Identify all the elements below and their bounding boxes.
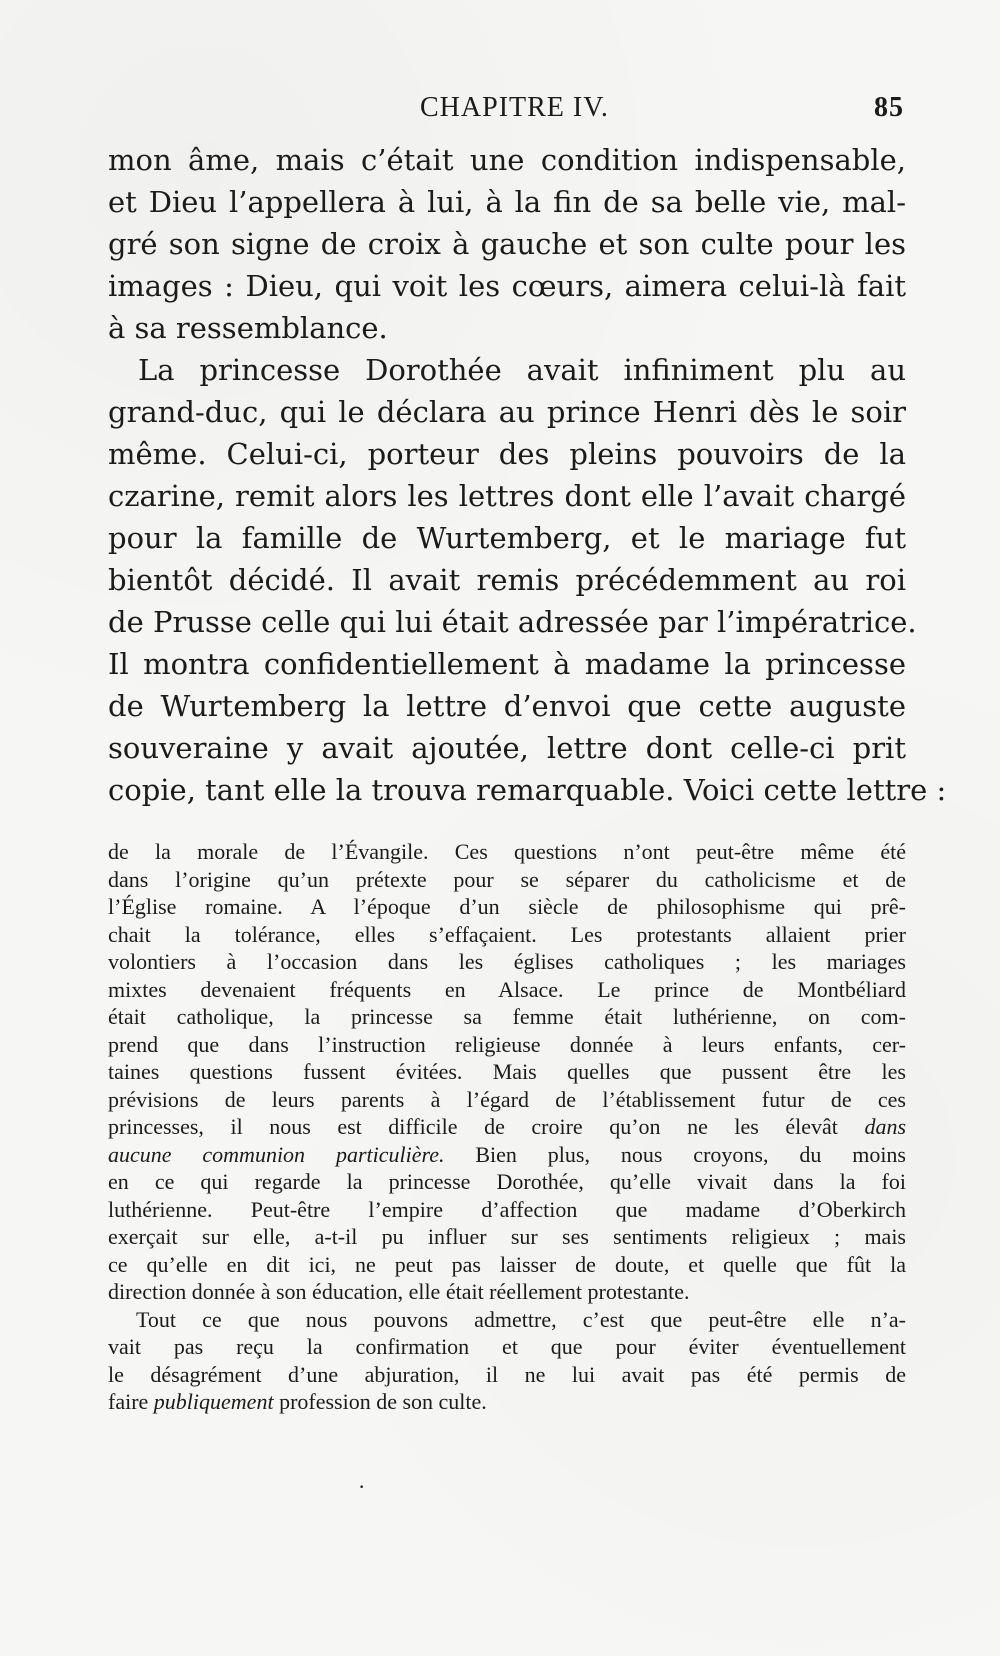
footnote-line: taines questions fussent évitées. Mais quelles que pussent être les — [108, 1059, 906, 1084]
text-line: bientôt décidé. Il avait remis précédemment au roi — [108, 563, 906, 597]
footnote-line: l’Église romaine. A l’époque d’un siècle de philosophisme qui prê- — [108, 894, 906, 919]
footnote-line: ce qu’elle en dit ici, ne peut pas laisser de doute, et quelle que fût la — [108, 1251, 906, 1277]
footnote-line: direction donnée à son éducation, elle était réellement protestante. — [108, 1279, 690, 1304]
footnote-line — [108, 1113, 906, 1141]
footnote-line: exerçait sur elle, a-t-il pu influer sur ses sentiments religieux ; mais — [108, 1224, 906, 1249]
footnote-line: mixtes devenaient fréquents en Alsace. Le prince de Montbéliard — [108, 976, 906, 1002]
footnote-line: de la morale de l’Évangile. Ces questions n’ont peut-être même été — [108, 839, 906, 864]
text-line: à sa ressemblance. — [108, 311, 388, 345]
text-line: images : Dieu, qui voit les cœurs, aimera celui-là fait — [108, 269, 906, 303]
text-line: de Wurtemberg la lettre d’envoi que cette auguste — [108, 689, 906, 723]
footnote-line: dans l’origine qu’un prétexte pour se séparer du catholicisme et de — [108, 866, 906, 892]
footnote-line: prévisions de leurs parents à l’égard de l’établissement futur de ces — [108, 1086, 906, 1112]
footnote-italic: publiquement — [153, 1389, 274, 1414]
printer-mark-icon: · — [358, 1474, 366, 1499]
footnote-text: Bien plus, nous croyons, du moins — [444, 1141, 906, 1167]
text-line: gré son signe de croix à gauche et son culte pour les — [108, 227, 906, 261]
text-line: pour la famille de Wurtemberg, et le mariage fut — [108, 521, 906, 555]
footnote-line: volontiers à l’occasion dans les églises catholiques ; les mariages — [108, 949, 906, 974]
running-header — [0, 92, 1000, 132]
footnote-line — [108, 1388, 906, 1416]
chapter-title: CHAPITRE IV. — [420, 92, 609, 123]
footnote-line: en ce qui regarde la princesse Dorothée, qu’elle vivait dans la foi — [108, 1169, 906, 1194]
footnote-line: vait pas reçu la confirmation et que pour éviter éventuellement — [108, 1334, 906, 1359]
page-number: 85 — [874, 92, 904, 123]
text-line: Il montra confidentiellement à madame la princesse — [108, 647, 906, 681]
footnote — [108, 838, 906, 1416]
text-line: et Dieu l’appellera à lui, à la fin de sa belle vie, mal- — [108, 185, 906, 219]
text-line: même. Celui-ci, porteur des pleins pouvoirs de la — [108, 437, 906, 471]
text-line: mon âme, mais c’était une condition indispensable, — [108, 143, 906, 177]
footnote-text: princesses, il nous est difficile de croire qu’on ne les élevât — [108, 1114, 838, 1139]
footnote-line: luthérienne. Peut-être l’empire d’affection que madame d’Oberkirch — [108, 1196, 906, 1222]
footnote-italic: dans — [864, 1114, 907, 1139]
footnote-line: Tout ce que nous pouvons admettre, c’est que peut-être elle n’a- — [136, 1306, 906, 1332]
text-line: grand-duc, qui le déclara au prince Henri dès le soir — [108, 395, 906, 429]
footnote-line: était catholique, la princesse sa femme était luthérienne, on com- — [108, 1004, 906, 1029]
text-line: copie, tant elle la trouva remarquable. Voici cette lettre : — [108, 773, 947, 807]
footnote-italic: aucune communion particulière. — [108, 1141, 445, 1167]
text-line: souveraine y avait ajoutée, lettre dont celle-ci prit — [108, 731, 906, 765]
footnote-text: faire — [108, 1389, 154, 1414]
footnote-text: profession de son culte. — [273, 1389, 487, 1414]
footnote-line — [108, 1141, 906, 1169]
footnote-line: le désagrément d’une abjuration, il ne lui avait pas été permis de — [108, 1361, 906, 1387]
main-text — [108, 139, 947, 811]
text-line: La princesse Dorothée avait infiniment plu au — [138, 353, 906, 387]
footnote-line: prend que dans l’instruction religieuse donnée à leurs enfants, cer- — [108, 1031, 906, 1057]
footnote-line: chait la tolérance, elles s’effaçaient. Les protestants allaient prier — [108, 921, 906, 947]
text-line: czarine, remit alors les lettres dont elle l’avait chargé — [108, 479, 906, 513]
text-line: de Prusse celle qui lui était adressée par l’impératrice. — [108, 605, 917, 639]
